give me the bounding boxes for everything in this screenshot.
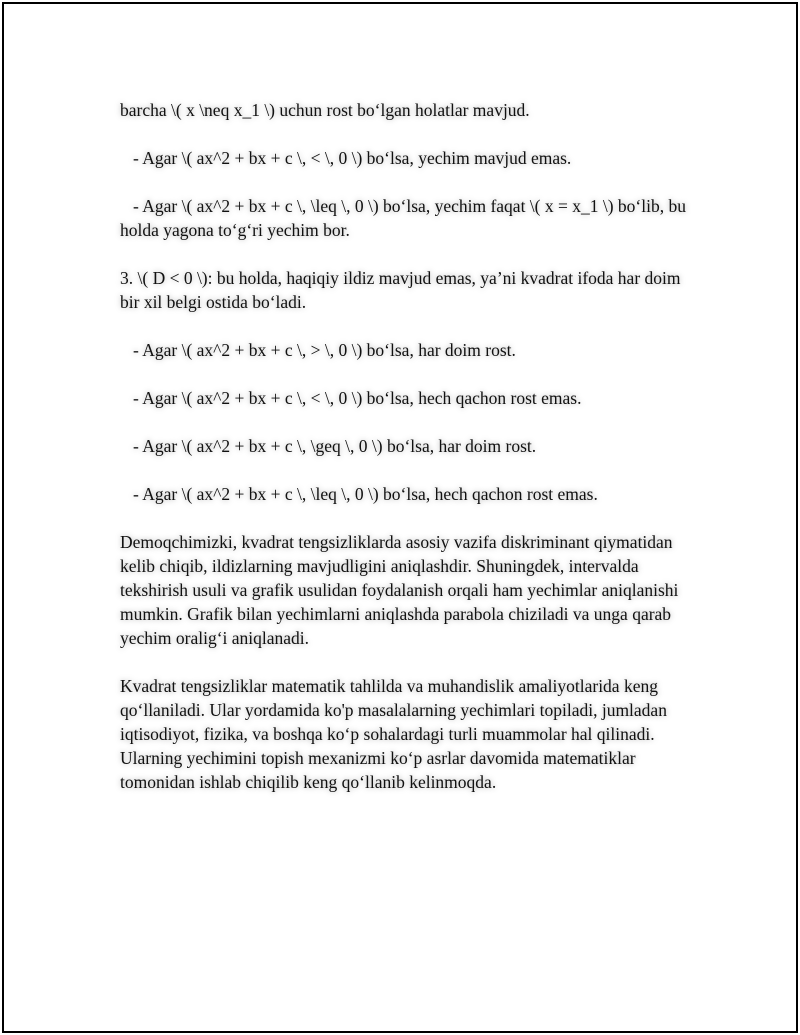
bullet-geq-zero: - Agar \( ax^2 + bx + c \, \geq \, 0 \) bo‘lsa, har doim rost. xyxy=(133,436,537,456)
bullet-less-than-zero-case-3: - Agar \( ax^2 + bx + c \, < \, 0 \) bo‘lsa, hech qachon rost emas. xyxy=(133,388,582,408)
paragraph-case-3: 3. \( D < 0 \): bu holda, haqiqiy ildiz mavjud emas, ya’ni kvadrat ifoda har doim bir xil belgi ostida bo‘ladi. xyxy=(120,268,681,312)
paragraph-case-continuation: barcha \( x \neq x_1 \) uchun rost bo‘lgan holatlar mavjud. xyxy=(120,100,530,120)
bullet-greater-than-zero: - Agar \( ax^2 + bx + c \, > \, 0 \) bo‘lsa, har doim rost. xyxy=(133,340,516,360)
document-body xyxy=(120,98,700,818)
bullet-leq-zero-case-3: - Agar \( ax^2 + bx + c \, \leq \, 0 \) bo‘lsa, hech qachon rost emas. xyxy=(133,484,598,504)
bullet-leq-zero: - Agar \( ax^2 + bx + c \, \leq \, 0 \) bo‘lsa, yechim faqat \( x = x_1 \) bo‘lib, bu holda yagona to‘g‘ri yechim bor. xyxy=(120,196,686,240)
document-page xyxy=(2,2,798,1033)
paragraph-summary: Demoqchimizki, kvadrat tengsizliklarda asosiy vazifa diskriminant qiymatidan kelib chiqib, ildizlarning mavjudligini aniqlashdir. Shuningdek, intervalda tekshirish usuli va grafik usulidan foydalanish orqali ham yechimlar aniqlanishi mumkin. Grafik bilan yechimlarni aniqlashda parabola chiziladi va unga qarab yechim oralig‘i aniqlanadi. xyxy=(120,532,679,648)
bullet-less-than-zero: - Agar \( ax^2 + bx + c \, < \, 0 \) bo‘lsa, yechim mavjud emas. xyxy=(133,148,572,168)
paragraph-applications: Kvadrat tengsizliklar matematik tahlilda va muhandislik amaliyotlarida keng qo‘llaniladi. Ular yordamida ko'p masalalarning yechimlari topiladi, jumladan iqtisodiyot, fizika, va boshqa ko‘p sohalardagi turli muammolar hal qilinadi. Ularning yechimini topish mexanizmi ko‘p asrlar davomida matematiklar tomonidan ishlab chiqilib keng qo‘llanib kelinmoqda. xyxy=(120,676,667,792)
